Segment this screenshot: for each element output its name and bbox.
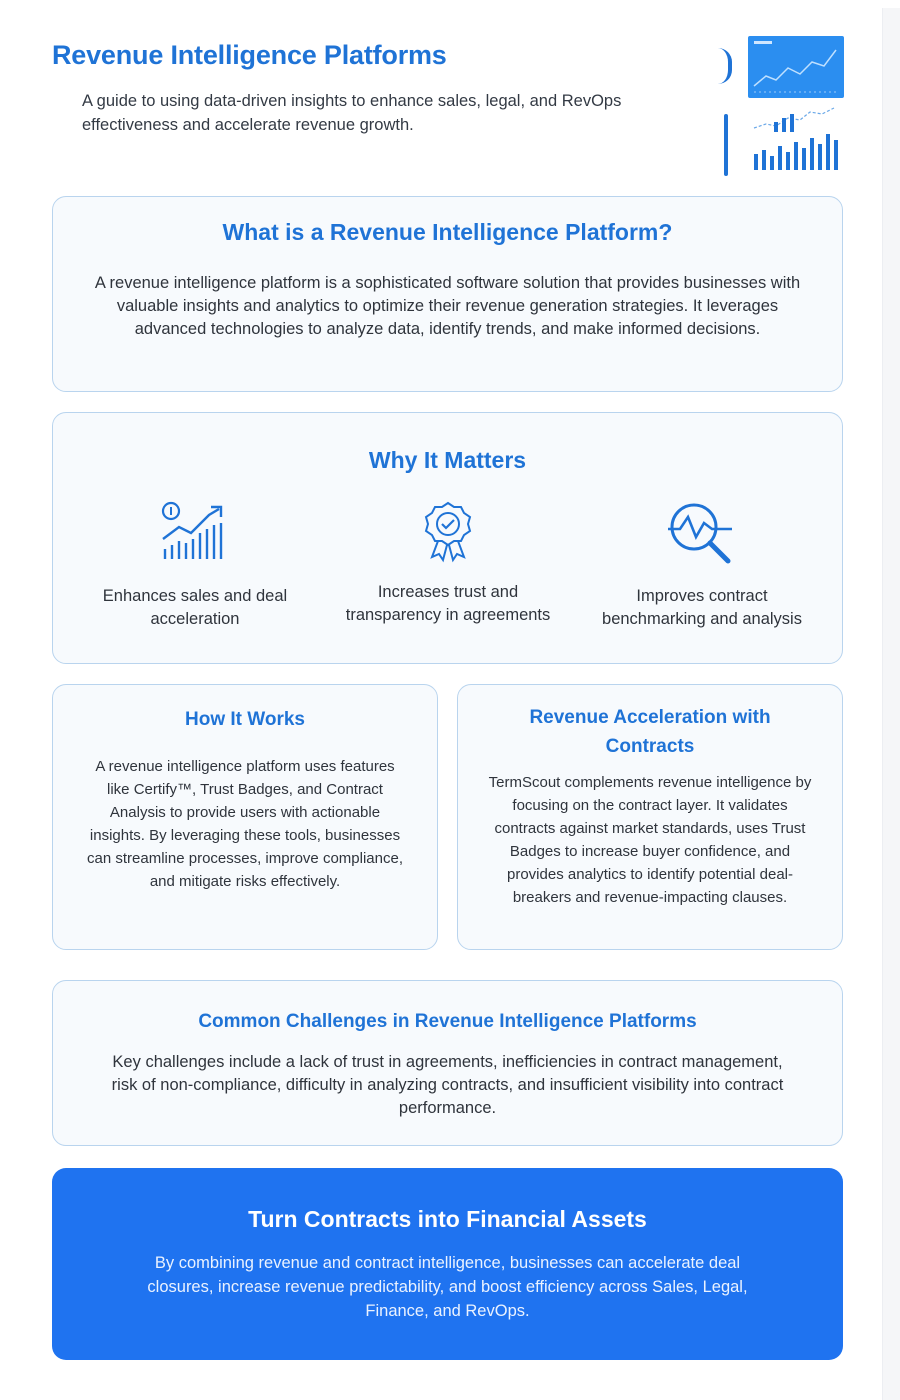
why-it-matters-card	[52, 412, 843, 664]
common-challenges-card	[52, 980, 843, 1146]
what-is-title: What is a Revenue Intelligence Platform?	[222, 219, 673, 245]
magnifier-analysis-icon	[666, 499, 738, 565]
why-it-matters-title: Why It Matters	[368, 447, 527, 473]
how-it-works-card	[52, 684, 438, 950]
vertical-rule-decoration	[724, 114, 728, 176]
revenue-acceleration-title: Revenue Acceleration with Contracts	[529, 707, 771, 757]
cta-title: Turn Contracts into Financial Assets	[248, 1206, 647, 1232]
cta-body: By combining revenue and contract intelligence, businesses can accelerate deal closures, increase revenue predictability, and boost efficiency across Sales, Legal, Finance, and RevOps.	[147, 1254, 748, 1320]
page-header	[52, 40, 712, 137]
why-item-label: Enhances sales and deal acceleration	[102, 587, 288, 628]
why-item-label: Increases trust and transparency in agreements	[345, 583, 551, 624]
why-item-sales	[80, 499, 310, 631]
line-chart-thumbnail	[748, 36, 844, 98]
what-is-card	[52, 196, 843, 392]
revenue-acceleration-card	[457, 684, 843, 950]
page-edge-strip	[882, 8, 900, 1400]
how-it-works-body: A revenue intelligence platform uses features like Certify™, Trust Badges, and Contract Analysis to provide users with actionable insights. By leveraging these tools, businesses can streamline processes, improve compliance, and mitigate risks effectively.	[87, 758, 403, 890]
growth-chart-icon	[157, 499, 233, 563]
header-illustration	[718, 36, 848, 181]
cta-banner	[52, 1168, 843, 1360]
why-item-benchmarking	[587, 499, 817, 631]
award-badge-icon	[418, 499, 478, 563]
why-item-label: Improves contract benchmarking and analysis	[602, 587, 802, 628]
arc-decoration	[718, 48, 732, 84]
revenue-acceleration-body: TermScout complements revenue intelligence by focusing on the contract layer. It validates contracts against market standards, uses Trust Badges to increase buyer confidence, and provides analytics to identify potential deal-breakers and revenue-impacting clauses.	[488, 774, 812, 906]
page-title: Revenue Intelligence Platforms	[52, 40, 447, 70]
why-item-trust	[333, 499, 563, 627]
page-subtitle: A guide to using data-driven insights to enhance sales, legal, and RevOps effectiveness and accelerate revenue growth.	[82, 92, 622, 134]
what-is-body: A revenue intelligence platform is a sophisticated software solution that provides businesses with valuable insights and analytics to optimize their revenue generation strategies. It leverages advanced technologies to analyze data, identify trends, and make informed decisions.	[94, 274, 801, 338]
bar-chart-thumbnail-icon	[752, 106, 842, 176]
common-challenges-body: Key challenges include a lack of trust in agreements, inefficiencies in contract management, risk of non-compliance, difficulty in analyzing contracts, and insufficient visibility into contract performance.	[111, 1053, 784, 1117]
how-it-works-title: How It Works	[185, 709, 305, 730]
common-challenges-title: Common Challenges in Revenue Intelligence Platforms	[198, 1011, 697, 1032]
